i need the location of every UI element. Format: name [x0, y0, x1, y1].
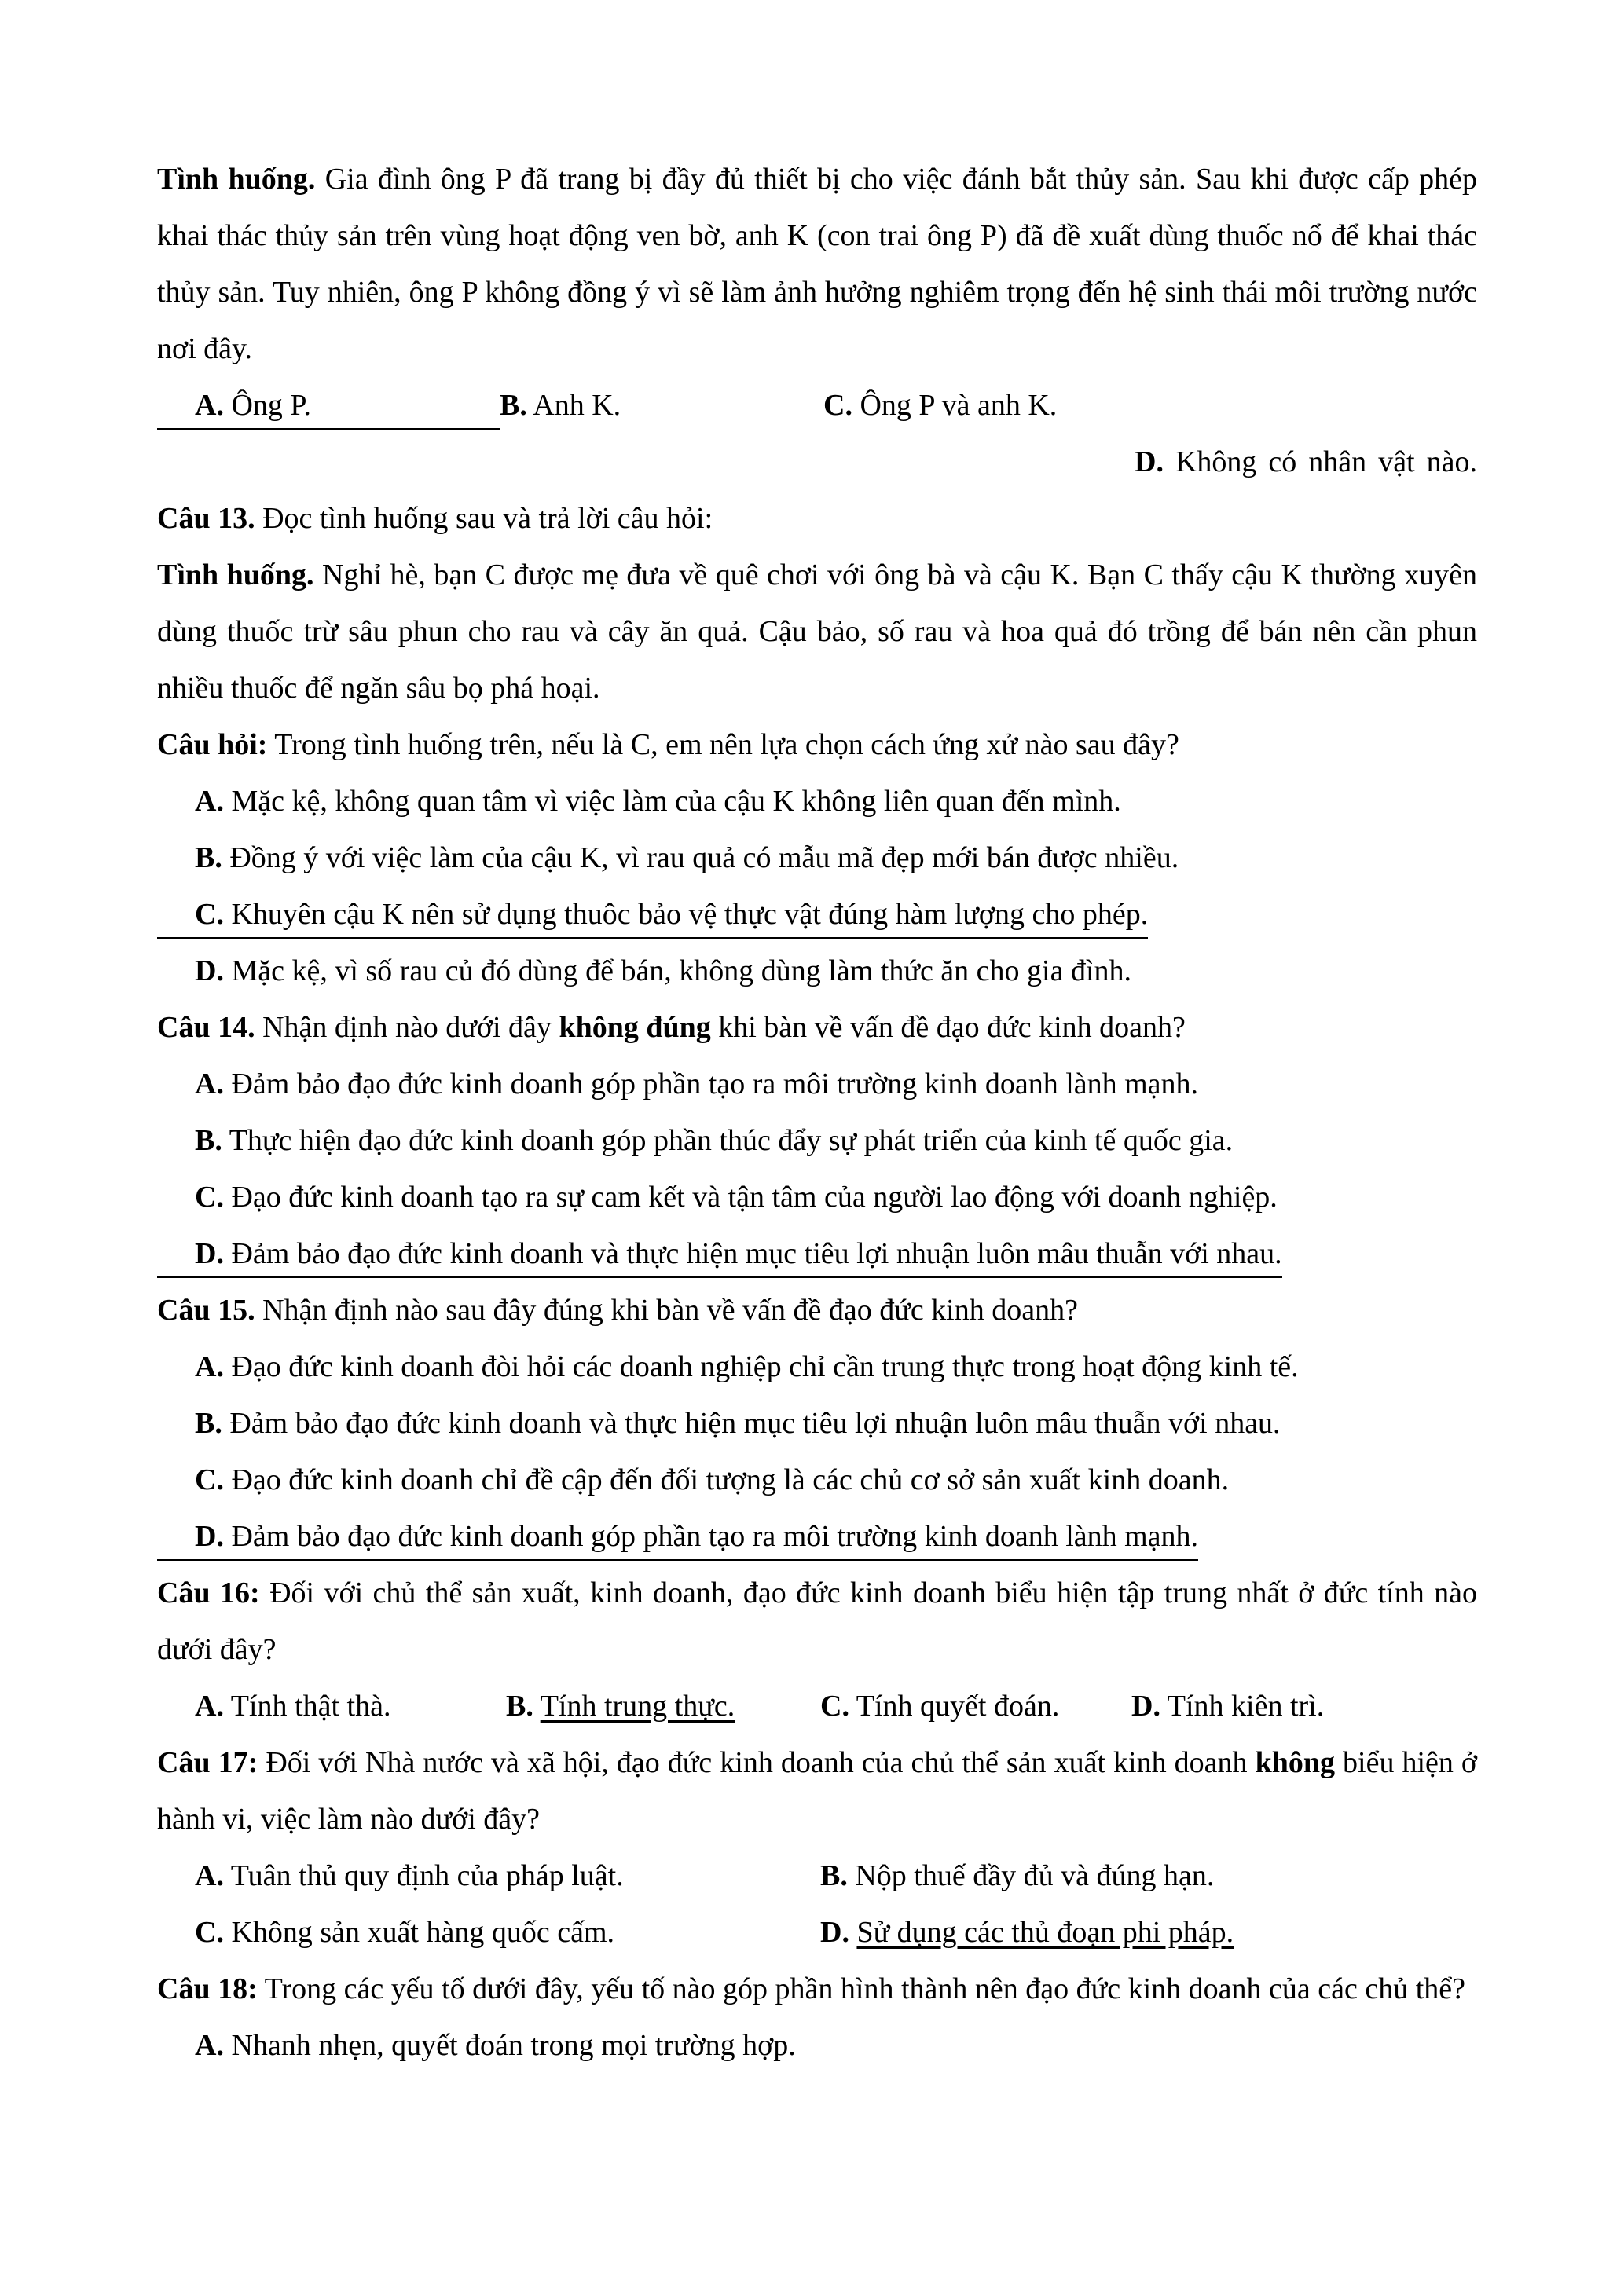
situation-text: Nghỉ hè, bạn C được mẹ đưa về quê chơi với ông bà và cậu K. Bạn C thấy cậu K thường xuyên dùng thuốc trừ sâu phun cho rau và cây ăn quả. Cậu bảo, số rau và hoa quả đó trồng để bán nên cần phun nhiều thuốc để ngăn sâu bọ phá hoại.	[157, 558, 1478, 705]
answer-option-d: D. Mặc kệ, vì số rau củ đó dùng để bán, không dùng làm thức ăn cho gia đình.	[195, 954, 1132, 987]
question-label: Câu 15.	[157, 1294, 255, 1327]
answer-option-a: A. Tính thật thà.	[195, 1690, 391, 1723]
question-label: Câu 16:	[157, 1576, 260, 1609]
answer-option-b: B. Đồng ý với việc làm của cậu K, vì rau quả có mẫu mã đẹp mới bán được nhiều.	[195, 841, 1179, 874]
question-label: Câu 18:	[157, 1972, 258, 2005]
answer-option-a: A. Tuân thủ quy định của pháp luật.	[195, 1859, 624, 1892]
situation-label: Tình huống.	[157, 558, 314, 591]
question-text: Đối với chủ thể sản xuất, kinh doanh, đạo đức kinh doanh biểu hiện tập trung nhất ở đức tính nào dưới đây?	[157, 1576, 1478, 1666]
question-13	[157, 490, 1477, 547]
question-label: Câu 17:	[157, 1746, 258, 1779]
answer-option-d: D. Sử dụng các thủ đoạn phi pháp.	[820, 1916, 1234, 1949]
answer-option-c: C. Ông P và anh K.	[823, 389, 1058, 422]
question-17: Câu 17: Đối với Nhà nước và xã hội, đạo đức kinh doanh của chủ thể sản xuất kinh doanh không biểu hiện ở hành vi, việc làm nào dưới đây?	[157, 1746, 1478, 1836]
answer-options-row	[157, 1847, 1477, 1904]
answer-option-b: B. Tính trung thực.	[506, 1690, 735, 1723]
answer-option-a: A. Đảm bảo đạo đức kinh doanh góp phần tạo ra môi trường kinh doanh lành mạnh.	[195, 1067, 1199, 1100]
answer-option-a: A. Đạo đức kinh doanh đòi hỏi các doanh nghiệp chỉ cần trung thực trong hoạt động kinh tế.	[195, 1350, 1299, 1383]
answer-option-a: A. Mặc kệ, không quan tâm vì việc làm của cậu K không liên quan đến mình.	[195, 785, 1121, 818]
answer-option-c: C. Tính quyết đoán.	[820, 1690, 1060, 1723]
question-16	[157, 1565, 1477, 1678]
answer-option-c: C. Không sản xuất hàng quốc cấm.	[195, 1916, 614, 1949]
answer-option-b: B. Thực hiện đạo đức kinh doanh góp phần thúc đẩy sự phát triển của kinh tế quốc gia.	[195, 1124, 1234, 1157]
question-text: Nhận định nào sau đây đúng khi bàn về vấn đề đạo đức kinh doanh?	[262, 1294, 1078, 1327]
answer-option-c: C. Khuyên cậu K nên sử dụng thuôc bảo vệ thực vật đúng hàm lượng cho phép.	[157, 886, 1477, 943]
answer-option-d: D. Tính kiên trì.	[1131, 1690, 1325, 1723]
emphasis-text: không đúng	[559, 1011, 711, 1044]
answer-option-d: D. Đảm bảo đạo đức kinh doanh góp phần tạo ra môi trường kinh doanh lành mạnh.	[157, 1508, 1477, 1565]
answer-option-c: C. Đạo đức kinh doanh chỉ đề cập đến đối tượng là các chủ cơ sở sản xuất kinh doanh.	[195, 1463, 1230, 1496]
question-text: Đọc tình huống sau và trả lời câu hỏi:	[262, 502, 713, 535]
situation-label: Tình huống.	[157, 163, 316, 196]
answer-option-b: B. Anh K.	[500, 389, 621, 422]
question-label: Câu 14.	[157, 1011, 255, 1044]
answer-options-row	[157, 377, 1477, 434]
answer-option-a: A. Nhanh nhẹn, quyết đoán trong mọi trường hợp.	[195, 2029, 796, 2062]
answer-option-d: D. Không có nhân vật nào.	[1135, 445, 1477, 478]
answer-option-b: B. Đảm bảo đạo đức kinh doanh và thực hiện mục tiêu lợi nhuận luôn mâu thuẫn với nhau.	[195, 1407, 1281, 1440]
answer-options-row	[157, 1904, 1477, 1961]
sub-question-text: Trong tình huống trên, nếu là C, em nên lựa chọn cách ứng xử nào sau đây?	[274, 728, 1179, 761]
answer-option-d: D. Đảm bảo đạo đức kinh doanh và thực hiện mục tiêu lợi nhuận luôn mâu thuẫn với nhau.	[157, 1225, 1477, 1282]
sub-question-label: Câu hỏi:	[157, 728, 268, 761]
situation-paragraph	[157, 151, 1477, 377]
answer-option-b: B. Nộp thuế đầy đủ và đúng hạn.	[820, 1859, 1215, 1892]
document-page	[157, 151, 1477, 2074]
question-label: Câu 13.	[157, 502, 255, 535]
question-text: Trong các yếu tố dưới đây, yếu tố nào góp phần hình thành nên đạo đức kinh doanh của các chủ thể?	[264, 1972, 1466, 2005]
question-15	[157, 1282, 1477, 1338]
answer-option-a: A. Ông P.	[157, 383, 500, 430]
answer-options-row	[157, 1678, 1477, 1734]
situation-text: Gia đình ông P đã trang bị đầy đủ thiết bị cho việc đánh bắt thủy sản. Sau khi được cấp phép khai thác thủy sản trên vùng hoạt động ven bờ, anh K (con trai ông P) đã đề xuất dùng thuốc nổ để khai thác thủy sản. Tuy nhiên, ông P không đồng ý vì sẽ làm ảnh hưởng nghiêm trọng đến hệ sinh thái môi trường nước nơi đây.	[157, 163, 1478, 365]
question-14: Câu 14. Nhận định nào dưới đây không đúng khi bàn về vấn đề đạo đức kinh doanh?	[157, 1011, 1186, 1044]
emphasis-text: không	[1255, 1746, 1335, 1779]
situation-paragraph	[157, 547, 1477, 716]
question-18	[157, 1961, 1477, 2017]
sub-question	[157, 716, 1477, 773]
answer-option-c: C. Đạo đức kinh doanh tạo ra sự cam kết và tận tâm của người lao động với doanh nghiệp.	[195, 1181, 1278, 1214]
